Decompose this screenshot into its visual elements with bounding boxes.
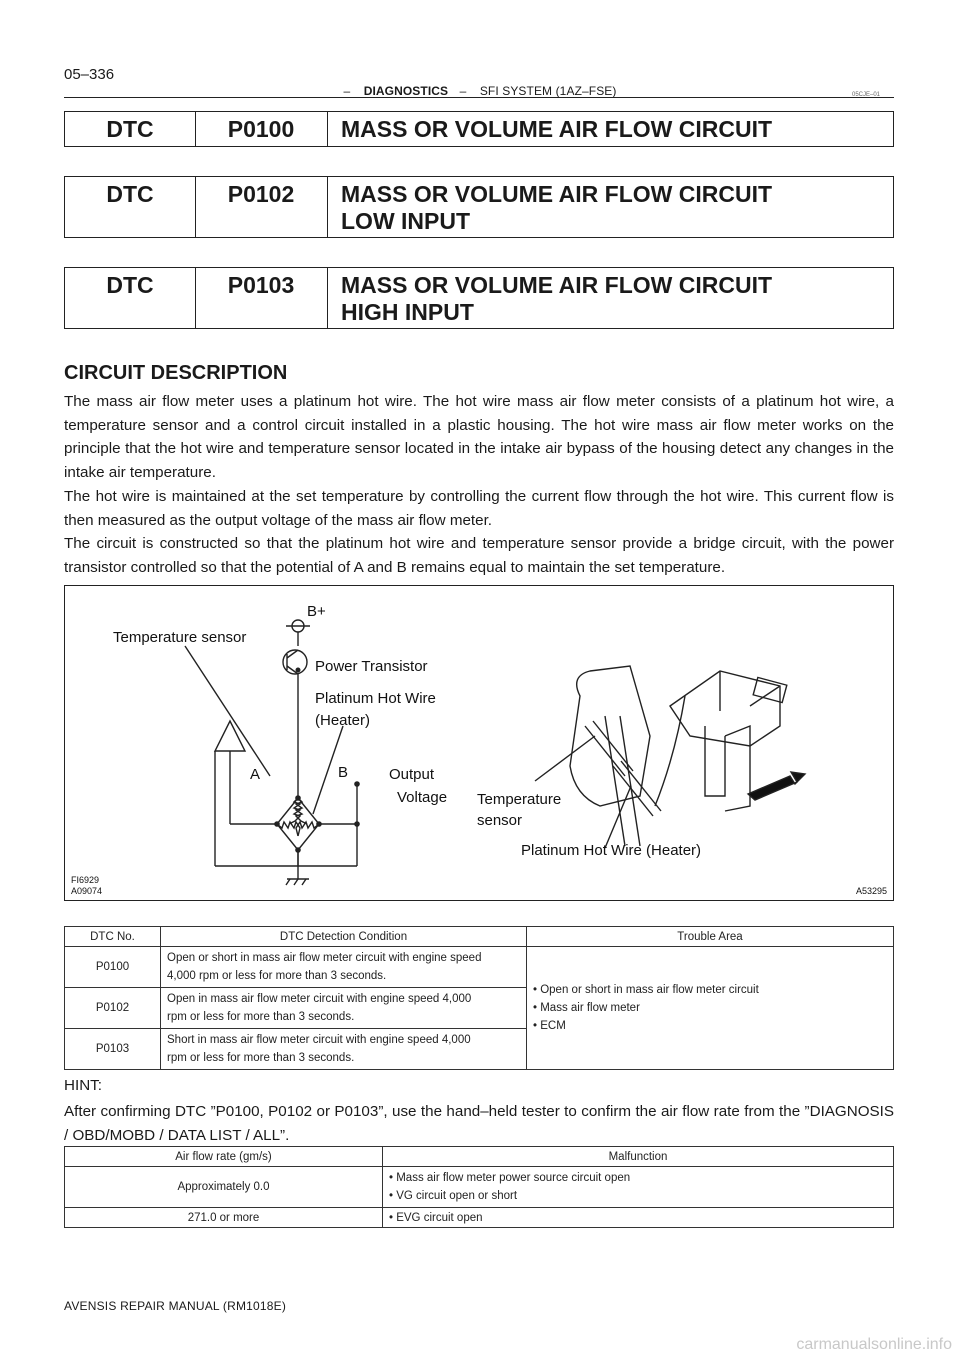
temp-sensor-2-leader	[535, 736, 595, 781]
dtc-cell: P0102	[65, 988, 161, 1029]
label-node-a: A	[250, 766, 261, 783]
dtc-label: DTC	[65, 177, 196, 237]
label-power-transistor: Power Transistor	[315, 658, 428, 675]
col-dtc-no: DTC No.	[65, 927, 161, 947]
table-row	[65, 947, 894, 988]
dtc-label: DTC	[65, 112, 196, 146]
dtc-box-p0100	[64, 111, 894, 147]
dtc-title: MASS OR VOLUME AIR FLOW CIRCUIT	[341, 116, 773, 142]
dtc-box-p0103	[64, 267, 894, 329]
trouble-area-cell: • Open or short in mass air flow meter circuit • Mass air flow meter • ECM	[527, 947, 894, 1070]
hint-body: After confirming DTC ”P0100, P0102 or P0103”, use the hand–held tester to confirm the air flow rate from the ”DIAGNOSIS / OBD/MOBD / DATA LIST / ALL”.	[64, 1103, 894, 1144]
label-heater: (Heater)	[315, 712, 371, 729]
header-rule	[64, 97, 894, 98]
figure-code-1: FI6929	[71, 875, 100, 885]
sensor-detail-circle	[570, 666, 650, 806]
label-temperature-sensor-2: Temperature	[477, 791, 562, 808]
label-output: Output	[389, 766, 435, 783]
col-trouble-area: Trouble Area	[527, 927, 894, 947]
condition-cell: Open in mass air flow meter circuit with engine speed 4,000 rpm or less for more than 3 seconds.	[161, 988, 527, 1029]
rate-cell: Approximately 0.0	[65, 1167, 383, 1208]
condition-cell: Open or short in mass air flow meter circuit with engine speed 4,000 rpm or less for more than 3 seconds.	[161, 947, 527, 988]
circuit-description-text	[64, 390, 894, 580]
footer-manual: AVENSIS REPAIR MANUAL (RM1018E)	[64, 1299, 287, 1313]
dtc-box-p0102	[64, 176, 894, 238]
dtc-cell: P0100	[65, 947, 161, 988]
paragraph: The hot wire is maintained at the set temperature by controlling the current flow through the hot wire. This current flow is then measured as the output voltage of the mass air flow meter.	[64, 487, 894, 529]
sensor-housing	[670, 671, 780, 746]
dtc-table	[64, 926, 894, 1070]
label-temperature-sensor: Temperature sensor	[113, 629, 247, 646]
malfunction-cell: • Mass air flow meter power source circuit open • VG circuit open or short	[383, 1167, 894, 1208]
header-separator: –	[343, 84, 351, 98]
table-row	[65, 1208, 894, 1228]
dtc-code: P0102	[195, 177, 328, 237]
hint-title: HINT:	[64, 1077, 102, 1094]
paragraph: The mass air flow meter uses a platinum hot wire. The hot wire mass air flow meter consists of a platinum hot wire, a temperature sensor and a control circuit installed in a plastic housing. The hot wire mass air flow meter works on the principle that the hot wire and temperature sensor located in the intake air bypass of the housing detect any changes in the intake air temperature.	[64, 393, 894, 482]
label-hot-wire: Platinum Hot Wire	[315, 690, 436, 707]
rate-cell: 271.0 or more	[65, 1208, 383, 1228]
temp-sensor-leader	[185, 646, 270, 776]
figure-code-2: A09074	[71, 886, 103, 896]
label-hot-wire-heater: Platinum Hot Wire (Heater)	[521, 842, 702, 859]
dtc-cell: P0103	[65, 1029, 161, 1070]
airflow-arrow	[748, 772, 805, 800]
doc-code: 05CJE–01	[852, 92, 881, 98]
header-section: DIAGNOSTICS	[363, 84, 449, 98]
dtc-title: MASS OR VOLUME AIR FLOW CIRCUIT LOW INPUT	[341, 181, 773, 234]
dtc-title: MASS OR VOLUME AIR FLOW CIRCUIT HIGH INPUT	[341, 272, 773, 325]
col-malfunction: Malfunction	[383, 1147, 894, 1167]
label-bplus: B+	[307, 603, 326, 620]
malfunction-cell: • EVG circuit open	[383, 1208, 894, 1228]
airflow-table	[64, 1146, 894, 1228]
dtc-code: P0103	[195, 268, 328, 328]
table-row	[65, 1167, 894, 1208]
section-title: CIRCUIT DESCRIPTION	[64, 362, 288, 384]
header-subsection: SFI SYSTEM (1AZ–FSE)	[479, 84, 617, 98]
hot-wire-heater-leader	[605, 786, 631, 848]
watermark: carmanualsonline.info	[796, 1336, 952, 1353]
label-sensor-2: sensor	[477, 812, 523, 829]
col-condition: DTC Detection Condition	[161, 927, 527, 947]
figure-code-3: A53295	[855, 886, 887, 896]
page-header	[0, 84, 960, 98]
circuit-figure	[64, 585, 894, 901]
condition-cell: Short in mass air flow meter circuit with engine speed 4,000 rpm or less for more than 3 seconds.	[161, 1029, 527, 1070]
page-number: 05–336	[64, 66, 115, 83]
label-voltage: Voltage	[397, 789, 448, 806]
header-separator-2: –	[459, 84, 467, 98]
amplifier-symbol	[215, 721, 245, 751]
paragraph: The circuit is constructed so that the platinum hot wire and temperature sensor provide a bridge circuit, with the power transistor controlled so that the potential of A and B remains equal to maintain the set temperature.	[64, 535, 894, 576]
label-node-b: B	[338, 764, 349, 781]
dtc-label: DTC	[65, 268, 196, 328]
col-airflow-rate: Air flow rate (gm/s)	[65, 1147, 383, 1167]
dtc-code: P0100	[195, 112, 328, 146]
